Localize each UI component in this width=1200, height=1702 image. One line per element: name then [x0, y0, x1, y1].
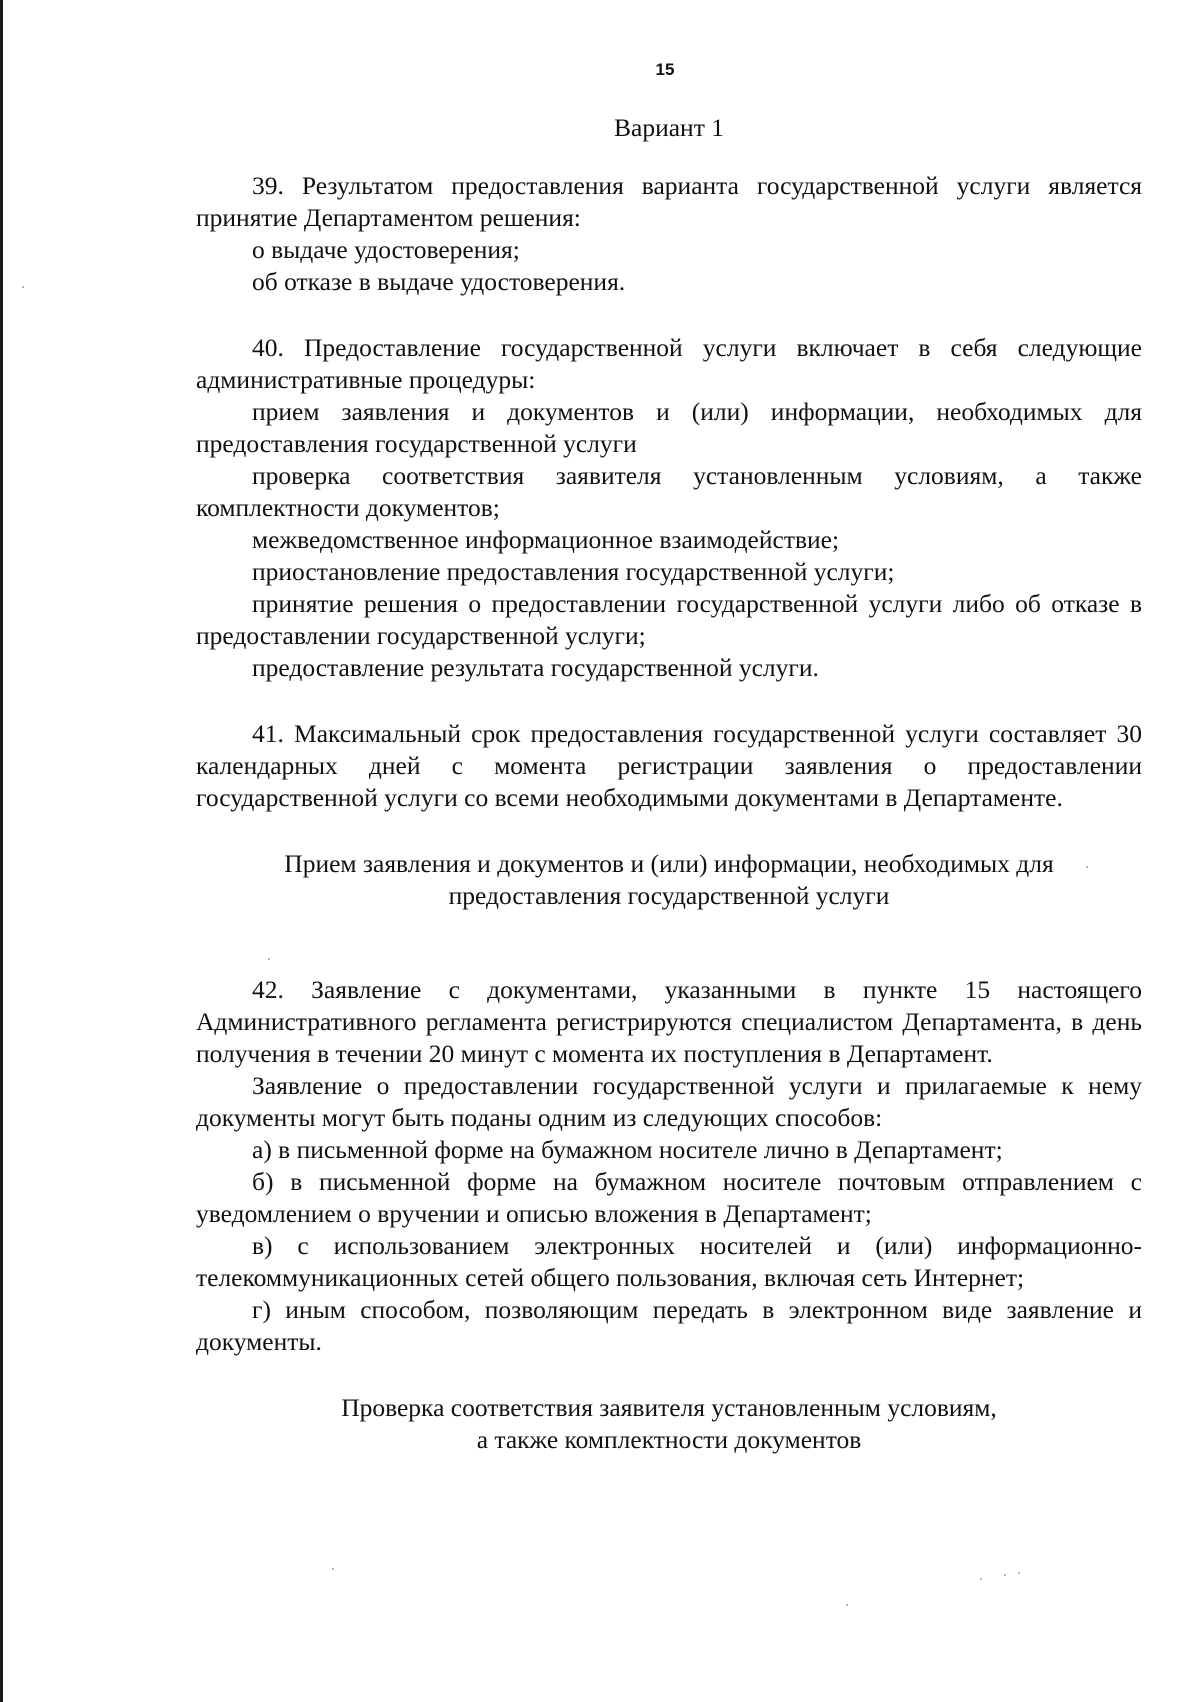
section-heading-line: а также комплектности документов	[476, 1425, 862, 1454]
item-42-text: 42. Заявление с документами, указанными в пункте 15 настоящего Административного регламента регистрируются специалистом Департамента, в день получения в течении 20 минут с момента их поступления в Департамент.	[196, 975, 1142, 1068]
document-body	[196, 112, 1142, 1456]
item-40-procedure: принятие решения о предоставлении государственной услуги либо об отказе в предоставлении государственной услуги;	[196, 589, 1142, 650]
item-39-option: об отказе в выдаче удостоверения.	[252, 267, 626, 296]
item-40-procedure: приостановление предоставления государственной услуги;	[252, 557, 895, 586]
scan-edge	[0, 0, 3, 1702]
section-heading-line: Прием заявления и документов и (или) информации, необходимых для	[284, 849, 1054, 878]
item-41-text: 41. Максимальный срок предоставления государственной услуги составляет 30 календарных дней с момента регистрации заявления о предоставлении государственной услуги со всеми необходимыми документами в Департаменте.	[196, 719, 1142, 812]
scan-speck	[1018, 1572, 1020, 1574]
variant-heading: Вариант 1	[614, 113, 724, 142]
item-42-method: г) иным способом, позволяющим передать в электронном виде заявление и документы.	[196, 1295, 1142, 1356]
item-40-procedure: прием заявления и документов и (или) информации, необходимых для предоставления государственной услуги	[196, 397, 1142, 458]
scan-speck	[22, 286, 24, 288]
item-40-text: 40. Предоставление государственной услуги включает в себя следующие административные процедуры:	[196, 333, 1142, 394]
section-heading-line: предоставления государственной услуги	[448, 881, 890, 910]
item-39-text: 39. Результатом предоставления варианта государственной услуги является принятие Департаментом решения:	[196, 171, 1142, 232]
item-42-method: в) с использованием электронных носителей и (или) информационно-телекоммуникационных сетей общего пользования, включая сеть Интернет;	[196, 1231, 1142, 1292]
scan-speck	[980, 1578, 982, 1580]
page-number: 15	[655, 60, 675, 79]
item-40-procedure: предоставление результата государственной услуги.	[252, 653, 819, 682]
item-42-method: а) в письменной форме на бумажном носителе лично в Департамент;	[252, 1135, 1003, 1164]
item-42-method: б) в письменной форме на бумажном носителе почтовым отправлением с уведомлением о вручении и описью вложения в Департамент;	[196, 1167, 1142, 1228]
item-40-procedure: межведомственное информационное взаимодействие;	[252, 525, 840, 554]
scan-speck	[1004, 1574, 1006, 1576]
section-heading-line: Проверка соответствия заявителя установленным условиям,	[341, 1393, 997, 1422]
item-42-intro: Заявление о предоставлении государственной услуги и прилагаемые к нему документы могут быть поданы одним из следующих способов:	[196, 1071, 1142, 1132]
item-40-procedure: проверка соответствия заявителя установленным условиям, а также комплектности документов;	[196, 461, 1142, 522]
item-39-option: о выдаче удостоверения;	[252, 235, 520, 264]
scan-speck	[332, 1568, 334, 1570]
scan-speck	[846, 1604, 848, 1606]
